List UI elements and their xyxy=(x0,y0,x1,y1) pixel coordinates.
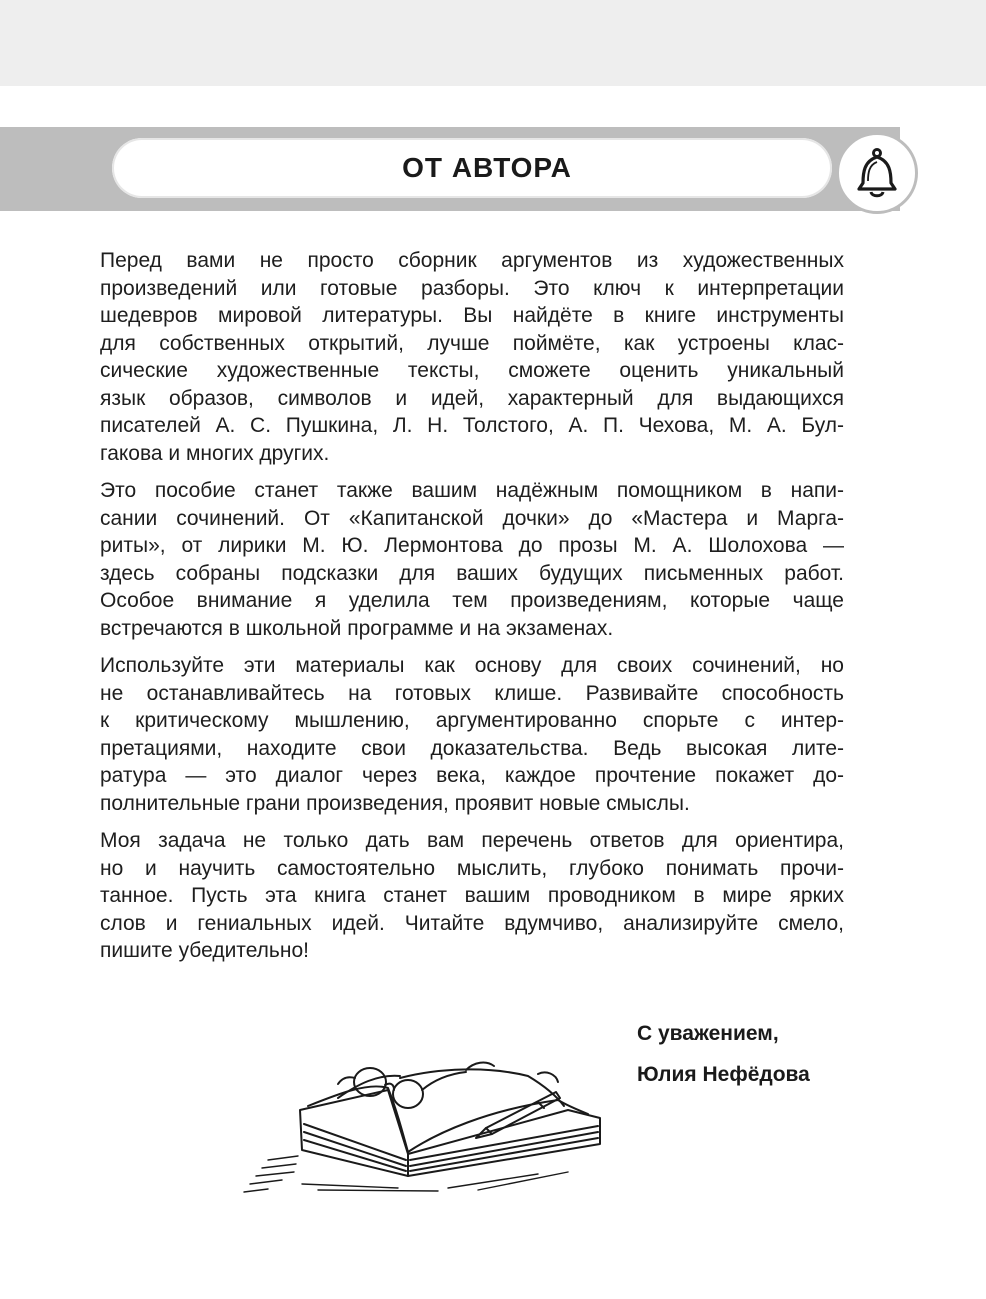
text-line: к критическому мышлению, аргументированно спорьте с интер- xyxy=(100,709,844,732)
text-line: не останавливайтесь на готовых клише. Развивайте способность xyxy=(100,681,844,705)
text-line: но и научить самостоятельно мыслить, глубоко понимать прочи- xyxy=(100,856,844,880)
open-book-with-glasses-illustration xyxy=(238,1048,610,1198)
paragraph-2 xyxy=(100,477,844,642)
text-line: писателей А. С. Пушкина, Л. Н. Толстого, А. П. Чехова, М. А. Бул- xyxy=(100,414,844,437)
text-line: произведений или готовые разборы. Это ключ к интерпретации xyxy=(100,276,844,300)
foreword-body xyxy=(100,247,844,975)
page-title: ОТ АВТОРА xyxy=(402,152,572,183)
text-line: язык образов, символов и идей, характерный для выдающихся xyxy=(100,386,844,410)
text-line: претациями, находите свои доказательства. Ведь высокая лите- xyxy=(100,736,844,760)
text-line: ратура — это диалог через века, каждое прочтение покажет до- xyxy=(100,764,844,787)
text-line: Используйте эти материалы как основу для своих сочинений, но xyxy=(100,654,844,677)
text-line: Это пособие станет также вашим надёжным помощником в напи- xyxy=(100,479,844,502)
text-line: здесь собраны подсказки для ваших будущих письменных работ. xyxy=(100,561,844,585)
section-header-pill xyxy=(112,138,832,198)
text-line: полнительные грани произведения, проявит новые смыслы. xyxy=(100,791,690,815)
text-line: шедевров мировой литературы. Вы найдёте в книге инструменты xyxy=(100,304,844,327)
paragraph-3 xyxy=(100,652,844,817)
text-line: встречаются в школьной программе и на экзаменах. xyxy=(100,616,614,640)
text-line: танное. Пусть эта книга станет вашим проводником в мире ярких xyxy=(100,884,844,907)
text-line: риты», от лирики М. Ю. Лермонтова до прозы М. А. Шолохова — xyxy=(100,534,844,557)
text-line: сические художественные тексты, сможете оценить уникальный xyxy=(100,359,844,382)
paragraph-4 xyxy=(100,827,844,965)
bell-icon xyxy=(849,145,905,201)
top-margin-band xyxy=(0,0,986,86)
text-line: Перед вами не просто сборник аргументов из художественных xyxy=(100,249,844,272)
signature-block xyxy=(637,1013,810,1095)
bell-badge xyxy=(836,132,918,214)
text-line: Моя задача не только дать вам перечень ответов для ориентира, xyxy=(100,829,844,852)
text-line: гакова и многих других. xyxy=(100,441,330,465)
text-line: для собственных открытий, лучше поймёте, как устроены клас- xyxy=(100,331,844,355)
signature-author: Юлия Нефёдова xyxy=(637,1063,810,1086)
text-line: слов и гениальных идей. Читайте вдумчиво, анализируйте смело, xyxy=(100,911,844,935)
signature-closing: С уважением, xyxy=(637,1022,779,1045)
text-line: пишите убедительно! xyxy=(100,939,309,962)
text-line: сании сочинений. От «Капитанской дочки» до «Мастера и Марга- xyxy=(100,506,844,530)
text-line: Особое внимание я уделила тем произведениям, которые чаще xyxy=(100,589,844,612)
paragraph-1 xyxy=(100,247,844,467)
